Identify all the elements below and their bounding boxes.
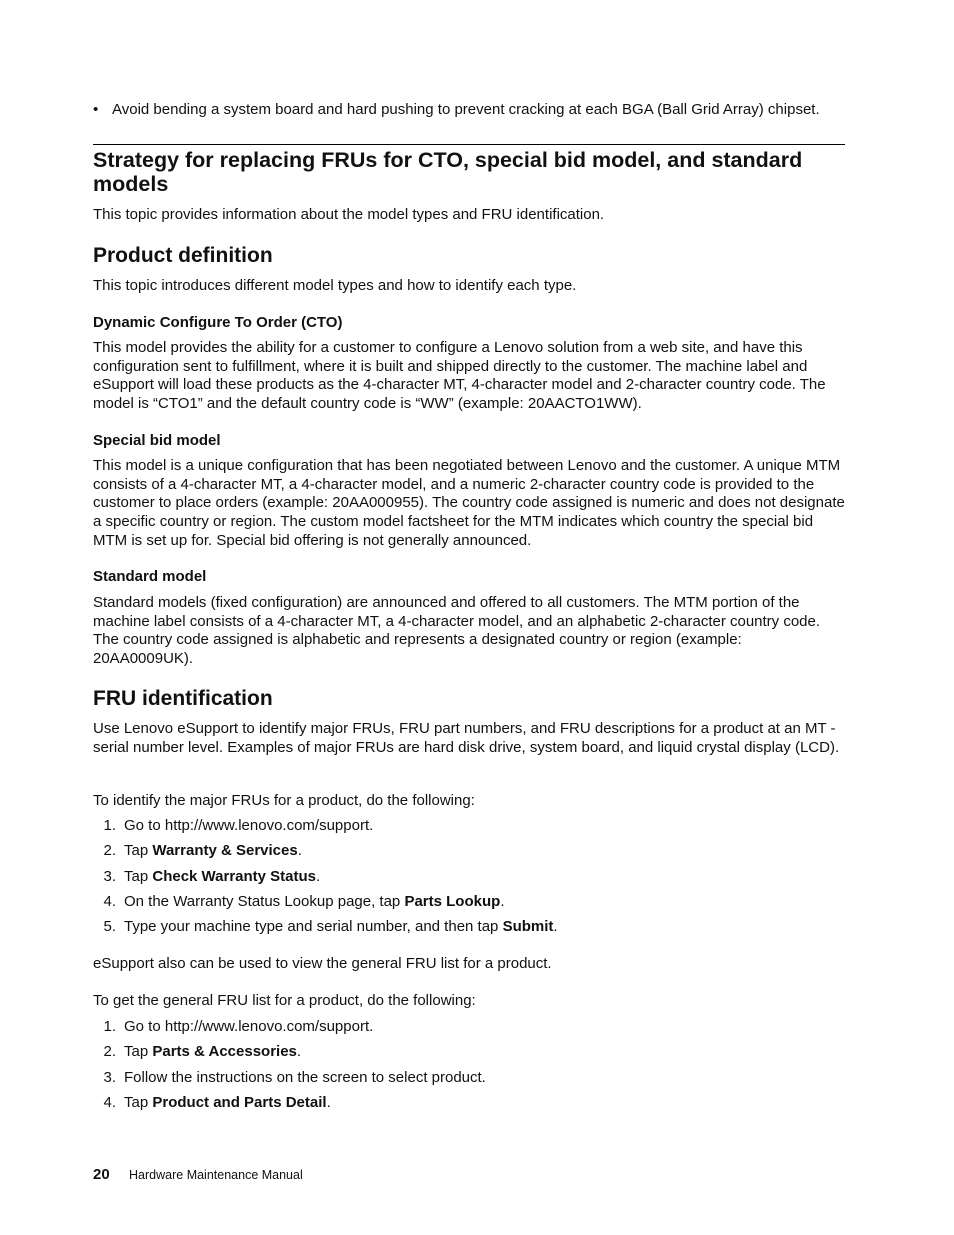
major-fru-lead: To identify the major FRUs for a product, do the following: <box>93 792 475 809</box>
list-item: 3. Follow the instructions on the screen to select product. <box>103 1068 486 1086</box>
cto-heading: Dynamic Configure To Order (CTO) <box>93 314 343 331</box>
manual-title: Hardware Maintenance Manual <box>129 1168 303 1182</box>
list-item: 2. Tap Parts & Accessories. <box>103 1043 302 1061</box>
fru-identification-intro: Use Lenovo eSupport to identify major FRUs, FRU part numbers, and FRU descriptions for a product at an MT - serial number level. Examples of major FRUs are hard disk drive, system board, and liquid crystal display (LCD). <box>93 720 840 756</box>
section-divider <box>93 144 845 145</box>
list-item: 5. Type your machine type and serial number, and then tap Submit. <box>103 918 558 936</box>
list-item: 4. On the Warranty Status Lookup page, tap Parts Lookup. <box>103 892 505 910</box>
cto-body: This model provides the ability for a customer to configure a Lenovo solution from a web site, and have this configuration sent to fulfillment, where it is built and shipped directly to the customer. The machine label and eSupport will load these products as the 4-character MT, 4-character model and 2-character country code. The model is “CTO1” and the default country code is “WW” (example: 20AACTO1WW). <box>93 339 826 413</box>
standard-model-body: Standard models (fixed configuration) are announced and offered to all customers. The MTM portion of the machine label consists of a 4-character MT, a 4-character model, and an alphabetic 2-character country code. The country code assigned is alphabetic and represents a designated country or region (example: 20AA0009UK). <box>93 594 821 668</box>
list-item: 3. Tap Check Warranty Status. <box>103 867 321 885</box>
fru-identification-heading: FRU identification <box>93 687 273 710</box>
major-fru-steps <box>93 817 845 943</box>
product-definition-intro: This topic introduces different model types and how to identify each type. <box>93 277 577 294</box>
page-footer <box>93 1166 303 1183</box>
general-fru-steps <box>93 1018 845 1119</box>
list-item: 2. Tap Warranty & Services. <box>103 842 302 860</box>
list-item: 1. Go to http://www.lenovo.com/support. <box>103 1018 374 1035</box>
section-intro: This topic provides information about the model types and FRU identification. <box>93 206 605 223</box>
bullet-text: Avoid bending a system board and hard pushing to prevent cracking at each BGA (Ball Grid Array) chipset. <box>112 101 820 118</box>
page-number: 20 <box>93 1166 110 1183</box>
special-bid-body: This model is a unique configuration that has been negotiated between Lenovo and the customer. A unique MTM consists of a 4-character MT, a 4-character model, and a numeric 2-character country code is provided to the customer to place orders (example: 20AA000955). The country code assigned is numeric and does not designate a specific country or region. The custom model factsheet for the MTM indicates which country the special bid MTM is set up for. Special bid offering is not generally announced. <box>93 457 845 549</box>
list-item: 4. Tap Product and Parts Detail. <box>103 1093 331 1111</box>
section-title: Strategy for replacing FRUs for CTO, special bid model, and standard models <box>93 148 803 196</box>
product-definition-heading: Product definition <box>93 244 273 267</box>
list-item: 1. Go to http://www.lenovo.com/support. <box>103 817 374 834</box>
general-fru-lead: To get the general FRU list for a product, do the following: <box>93 992 476 1009</box>
special-bid-heading: Special bid model <box>93 432 221 449</box>
general-fru-note: eSupport also can be used to view the general FRU list for a product. <box>93 955 552 972</box>
bullet-dot: • <box>93 101 99 118</box>
standard-model-heading: Standard model <box>93 568 207 585</box>
